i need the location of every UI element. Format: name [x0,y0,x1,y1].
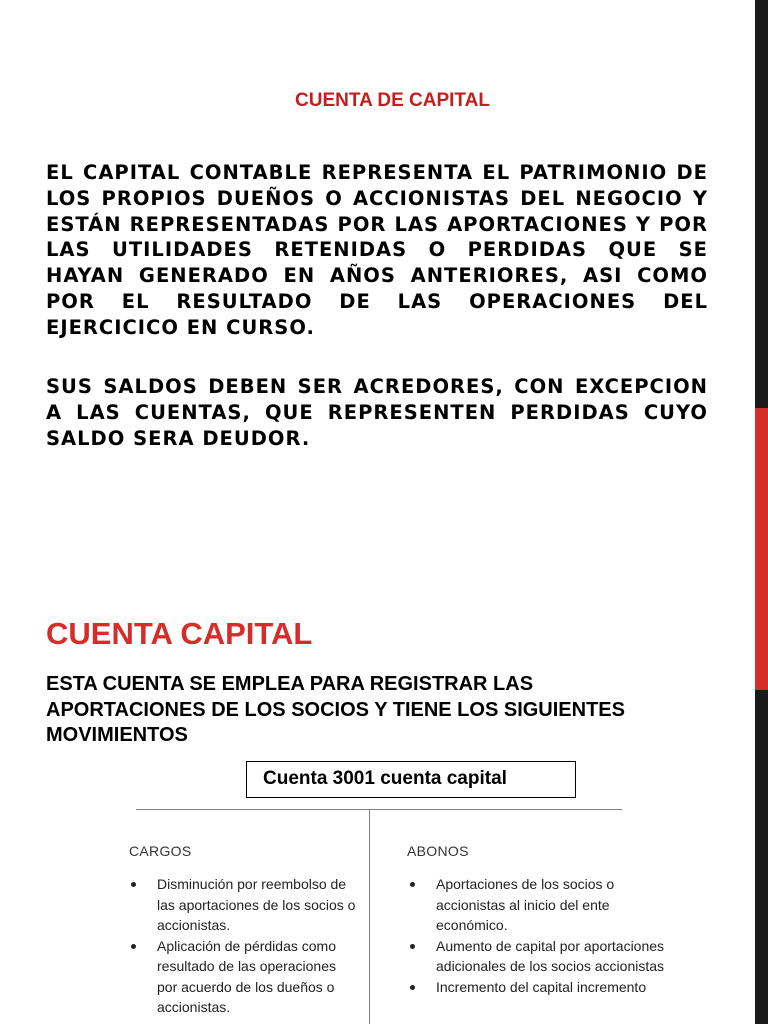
abonos-heading: ABONOS [407,843,469,859]
abonos-item-text: Aportaciones de los socios o accionistas al inicio del ente económico. [436,876,615,933]
side-bar-red-accent [755,408,768,690]
bullet-icon [410,882,415,887]
slide2-subtitle: ESTA CUENTA SE EMPLEA PARA REGISTRAR LAS APORTACIONES DE LOS SOCIOS Y TIENE LOS SIGUIENTES MOVIMIENTOS [46,673,625,746]
list-item [129,874,359,936]
bullet-icon [410,985,415,990]
list-item [129,936,359,1018]
list-item [408,936,668,977]
cargos-item-text: Disminución por reembolso de las aportaciones de los socios o accionistas. [157,876,356,933]
bullet-icon [131,882,136,887]
abonos-item-text: Aumento de capital por aportaciones adicionales de los socios accionistas [436,937,665,974]
slide1-title: CUENTA DE CAPITAL [295,90,490,111]
slide1-paragraph-capital-definition: EL CAPITAL CONTABLE REPRESENTA EL PATRIMONIO DE LOS PROPIOS DUEÑOS O ACCIONISTAS DEL NEGOCIO Y ESTÁN REPRESENTADAS POR LAS APORTACIONES Y POR LAS UTILIDADES RETENIDAS O PERDIDAS QUE SE HAYAN GENERADO EN AÑOS ANTERIORES, ASI COMO POR EL RESULTADO DE LAS OPERACIONES DEL EJERCICICO EN CURSO. [46,161,708,339]
cargos-list [129,874,359,1018]
slide1-paragraph-saldos: SUS SALDOS DEBEN SER ACREDORES, CON EXCEPCION A LAS CUENTAS, QUE REPRESENTEN PERDIDAS CUYO SALDO SERA DEUDOR. [46,375,708,450]
list-item [408,977,668,998]
list-item [408,874,668,936]
bullet-icon [410,944,415,949]
account-label-box: Cuenta 3001 cuenta capital [246,761,576,798]
abonos-list [408,874,668,997]
slide2-title: CUENTA CAPITAL [46,616,313,651]
cargos-item-text: Aplicación de pérdidas como resultado de las operaciones por acuerdo de los dueños o accionistas. [157,937,337,1015]
cargos-heading: CARGOS [129,843,192,859]
t-account-vertical-line [369,810,370,1024]
t-account-horizontal-line [136,809,622,810]
bullet-icon [131,944,136,949]
abonos-item-text: Incremento del capital incremento [436,978,647,995]
